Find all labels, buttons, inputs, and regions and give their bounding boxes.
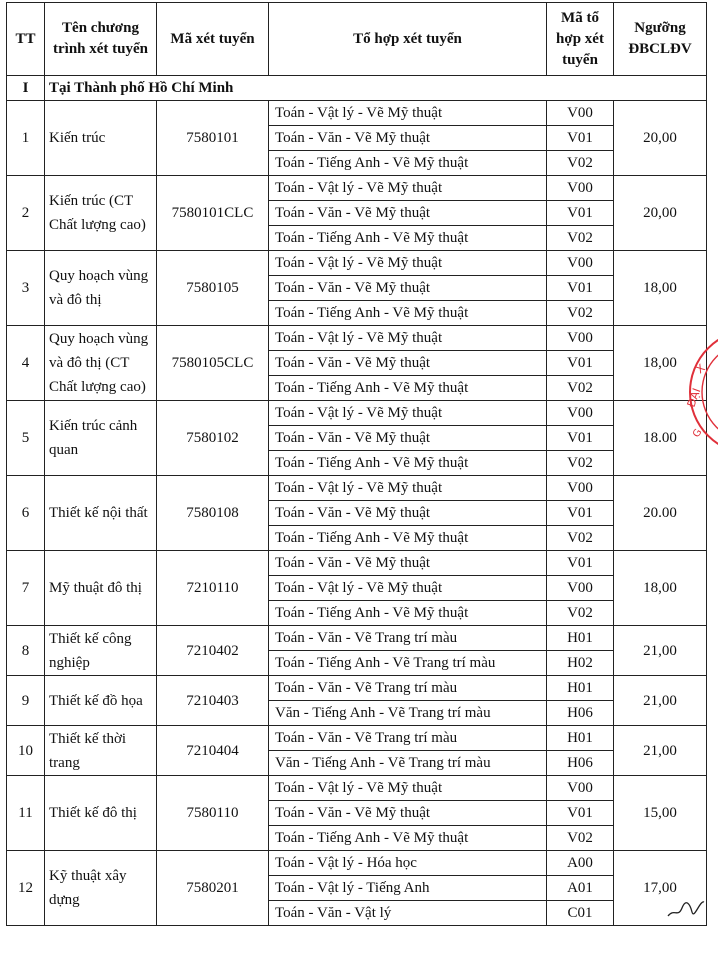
program-code: 7580101CLC [157,176,269,251]
combo-name: Toán - Văn - Vẽ Mỹ thuật [269,551,547,576]
combo-code: V02 [547,151,614,176]
combo-code: V00 [547,251,614,276]
combo-code: A00 [547,851,614,876]
threshold-value: 21,00 [614,626,707,676]
table-row [7,851,707,876]
table-row [7,676,707,701]
combo-code: V02 [547,376,614,401]
combo-code: H01 [547,676,614,701]
program-code: 7580110 [157,776,269,851]
threshold-value: 15,00 [614,776,707,851]
combo-name: Toán - Vật lý - Vẽ Mỹ thuật [269,176,547,201]
table-row [7,626,707,651]
combo-name: Văn - Tiếng Anh - Vẽ Trang trí màu [269,701,547,726]
program-name: Thiết kế nội thất [45,476,157,551]
combo-name: Toán - Tiếng Anh - Vẽ Mỹ thuật [269,301,547,326]
program-name: Thiết kế đồ họa [45,676,157,726]
combo-code: A01 [547,876,614,901]
program-code: 7210404 [157,726,269,776]
table-row [7,326,707,351]
row-number: 4 [7,326,45,401]
combo-code: V01 [547,426,614,451]
program-name: Quy hoạch vùng và đô thị (CT Chất lượng cao) [45,326,157,401]
combo-code: H06 [547,701,614,726]
program-name: Thiết kế đô thị [45,776,157,851]
row-number: 1 [7,101,45,176]
row-number: 3 [7,251,45,326]
combo-code: V02 [547,826,614,851]
combo-name: Toán - Tiếng Anh - Vẽ Mỹ thuật [269,526,547,551]
row-number: 9 [7,676,45,726]
admission-table-page [6,2,712,926]
header-row [7,3,707,76]
row-number: 8 [7,626,45,676]
program-name: Thiết kế thời trang [45,726,157,776]
row-number: 10 [7,726,45,776]
program-name: Kỹ thuật xây dựng [45,851,157,926]
svg-text:G: G [691,427,705,440]
combo-code: H06 [547,751,614,776]
combo-code: V01 [547,201,614,226]
header-tt: TT [7,3,45,76]
combo-code: V01 [547,801,614,826]
table-row [7,251,707,276]
combo-name: Toán - Văn - Vẽ Trang trí màu [269,676,547,701]
threshold-value: 18,00 [614,326,707,401]
combo-name: Toán - Vật lý - Vẽ Mỹ thuật [269,401,547,426]
combo-code: V01 [547,351,614,376]
combo-name: Toán - Văn - Vẽ Trang trí màu [269,726,547,751]
combo-code: V00 [547,576,614,601]
combo-name: Toán - Tiếng Anh - Vẽ Trang trí màu [269,651,547,676]
combo-name: Văn - Tiếng Anh - Vẽ Trang trí màu [269,751,547,776]
header-combo: Tổ hợp xét tuyển [269,3,547,76]
threshold-value: 18,00 [614,551,707,626]
program-code: 7580102 [157,401,269,476]
combo-code: V02 [547,601,614,626]
row-number: 7 [7,551,45,626]
program-code: 7580105 [157,251,269,326]
program-name: Thiết kế công nghiệp [45,626,157,676]
combo-code: V00 [547,401,614,426]
threshold-value: 20,00 [614,101,707,176]
combo-code: V00 [547,176,614,201]
combo-name: Toán - Vật lý - Vẽ Mỹ thuật [269,776,547,801]
combo-name: Toán - Tiếng Anh - Vẽ Mỹ thuật [269,451,547,476]
threshold-value: 17,00 [614,851,707,926]
combo-code: V02 [547,451,614,476]
threshold-value: 18.00 [614,401,707,476]
red-seal-stamp [680,322,718,462]
program-name: Mỹ thuật đô thị [45,551,157,626]
table-row [7,476,707,501]
table-body [7,76,707,926]
combo-name: Toán - Văn - Vẽ Mỹ thuật [269,276,547,301]
combo-name: Toán - Vật lý - Tiếng Anh [269,876,547,901]
combo-name: Toán - Văn - Vật lý [269,901,547,926]
program-code: 7210110 [157,551,269,626]
combo-name: Toán - Vật lý - Vẽ Mỹ thuật [269,251,547,276]
program-name: Kiến trúc (CT Chất lượng cao) [45,176,157,251]
table-row [7,551,707,576]
combo-name: Toán - Tiếng Anh - Vẽ Mỹ thuật [269,226,547,251]
combo-name: Toán - Văn - Vẽ Mỹ thuật [269,201,547,226]
combo-code: H01 [547,626,614,651]
program-name: Kiến trúc [45,101,157,176]
combo-code: V02 [547,526,614,551]
program-name: Quy hoạch vùng và đô thị [45,251,157,326]
combo-name: Toán - Văn - Vẽ Mỹ thuật [269,126,547,151]
combo-code: V00 [547,101,614,126]
combo-name: Toán - Vật lý - Vẽ Mỹ thuật [269,101,547,126]
combo-code: V01 [547,126,614,151]
section-title: Tại Thành phố Hồ Chí Minh [45,76,707,101]
combo-name: Toán - Vật lý - Vẽ Mỹ thuật [269,326,547,351]
combo-code: C01 [547,901,614,926]
combo-name: Toán - Văn - Vẽ Mỹ thuật [269,426,547,451]
combo-code: V02 [547,226,614,251]
signature-mark [666,896,706,920]
program-code: 7580201 [157,851,269,926]
combo-code: V00 [547,776,614,801]
threshold-value: 20.00 [614,476,707,551]
table-row [7,726,707,751]
threshold-value: 21,00 [614,676,707,726]
header-threshold: Ngưỡng ĐBCLĐV [614,3,707,76]
svg-text:ĐẠI: ĐẠI [684,386,704,410]
combo-code: H01 [547,726,614,751]
combo-name: Toán - Văn - Vẽ Mỹ thuật [269,501,547,526]
row-number: 6 [7,476,45,551]
combo-name: Toán - Tiếng Anh - Vẽ Mỹ thuật [269,601,547,626]
program-code: 7580101 [157,101,269,176]
combo-code: V01 [547,551,614,576]
combo-code: V00 [547,326,614,351]
combo-code: V02 [547,301,614,326]
row-number: 11 [7,776,45,851]
combo-name: Toán - Tiếng Anh - Vẽ Mỹ thuật [269,376,547,401]
program-code: 7210402 [157,626,269,676]
combo-name: Toán - Văn - Vẽ Mỹ thuật [269,801,547,826]
combo-code: V00 [547,476,614,501]
combo-code: H02 [547,651,614,676]
combo-name: Toán - Văn - Vẽ Mỹ thuật [269,351,547,376]
row-number: 5 [7,401,45,476]
header-code: Mã xét tuyển [157,3,269,76]
row-number: 2 [7,176,45,251]
combo-name: Toán - Vật lý - Vẽ Mỹ thuật [269,476,547,501]
admission-table [6,2,707,926]
combo-code: V01 [547,276,614,301]
threshold-value: 21,00 [614,726,707,776]
table-row [7,401,707,426]
svg-text:X: X [693,361,708,377]
threshold-value: 20,00 [614,176,707,251]
section-number: I [7,76,45,101]
combo-name: Toán - Tiếng Anh - Vẽ Mỹ thuật [269,151,547,176]
table-row [7,176,707,201]
program-name: Kiến trúc cảnh quan [45,401,157,476]
program-code: 7210403 [157,676,269,726]
table-row [7,101,707,126]
program-code: 7580108 [157,476,269,551]
combo-name: Toán - Văn - Vẽ Trang trí màu [269,626,547,651]
row-number: 12 [7,851,45,926]
table-row [7,776,707,801]
program-code: 7580105CLC [157,326,269,401]
combo-code: V01 [547,501,614,526]
combo-name: Toán - Tiếng Anh - Vẽ Mỹ thuật [269,826,547,851]
combo-name: Toán - Vật lý - Vẽ Mỹ thuật [269,576,547,601]
combo-name: Toán - Vật lý - Hóa học [269,851,547,876]
header-program: Tên chương trình xét tuyển [45,3,157,76]
header-combo-code: Mã tổ hợp xét tuyển [547,3,614,76]
section-row [7,76,707,101]
threshold-value: 18,00 [614,251,707,326]
